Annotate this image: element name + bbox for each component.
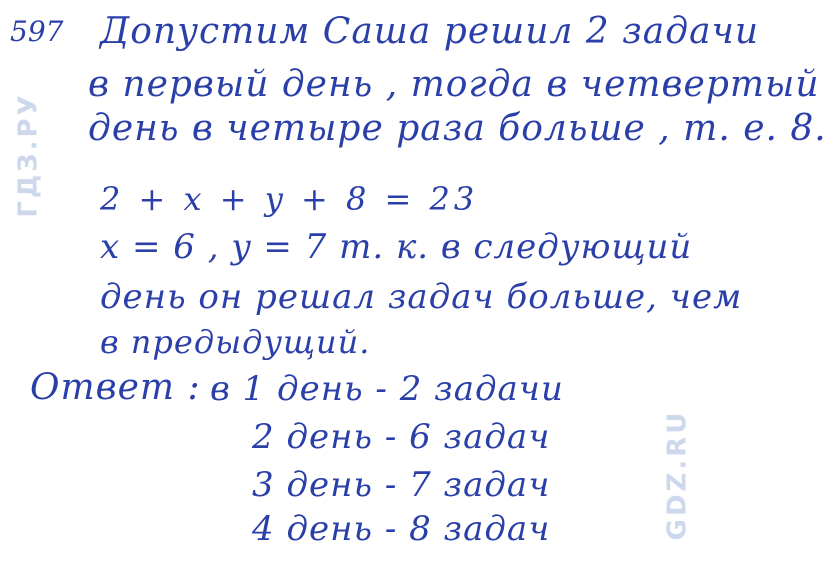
solution-line-3: день в четыре раза больше , т. е. 8. [88,108,827,149]
answer-row-day-2: 2 день - 6 задач [252,417,551,457]
answer-label: Ответ : [30,367,201,408]
solution-line-2: в первый день , тогда в четвертый [88,64,820,105]
answer-row-day-4: 4 день - 8 задач [252,509,551,549]
equation-line: 2 + x + y + 8 = 23 [100,180,479,218]
watermark-right: GDZ.RU [662,409,693,541]
answer-row-day-3: 3 день - 7 задач [252,465,551,505]
values-line: x = 6 , y = 7 т. к. в следующий [100,227,693,267]
watermark-left: ГДЗ.РУ [13,92,44,218]
solution-line-1: Допустим Саша решил 2 задачи [100,11,760,52]
reason-line: день он решал задач больше, чем [100,277,743,317]
reason-line-end: в предыдущий. [100,323,371,361]
problem-number: 597 [10,15,64,48]
answer-row-day-1: в 1 день - 2 задачи [210,369,564,409]
